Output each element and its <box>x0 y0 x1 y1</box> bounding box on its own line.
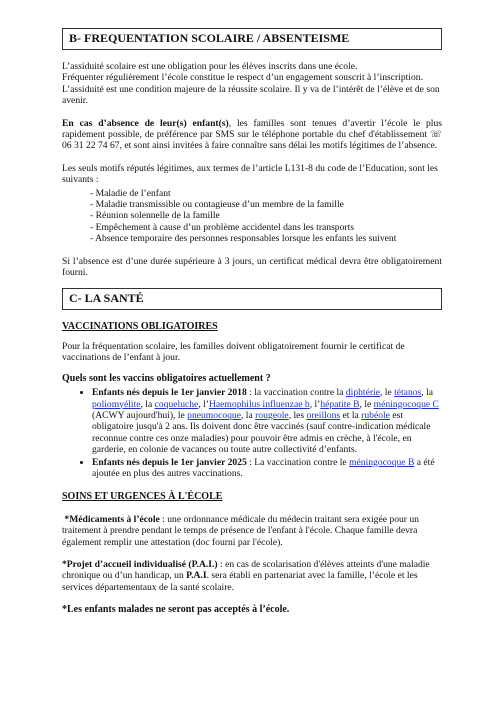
pai-text-2: . sera établi en partenariat avec la famille, l’école et les services départementaux de la santé scolaire. <box>62 570 418 593</box>
text-span: , l’ <box>309 398 321 410</box>
motifs-intro: Les seuls motifs réputés légitimes, aux termes de l’article L131-8 du code de l’Education, sont les suivants : <box>62 162 438 186</box>
section-c-title: C- LA SANTÉ <box>62 288 442 310</box>
pai-lead: *Projet d’accueil individualisé (P.A.I.) <box>62 559 218 570</box>
list-item: - Réunion solennelle de la famille <box>90 210 220 222</box>
vaccines-question: Quels sont les vaccins obligatoires actuellement ? <box>62 372 271 384</box>
pai-paragraph <box>62 559 442 593</box>
link-rougeole[interactable]: rougeole <box>255 409 289 421</box>
link-oreillons[interactable]: oreillons <box>306 409 341 421</box>
text-span: , le <box>359 398 374 410</box>
text-span: : la vaccination contre la <box>246 387 346 399</box>
vaccines-2018-lead: Enfants nés depuis le 1er janvier 2018 <box>92 387 247 399</box>
link-rubeole[interactable]: rubéole <box>361 409 390 421</box>
pai-text-1: : en cas de scolarisation d'élèves atteints d'une maladie chronique ou d’un handicap, un <box>62 559 430 582</box>
link-meningocoque-c[interactable]: méningocoque C <box>373 398 439 410</box>
link-pneumocoque[interactable]: pneumocoque <box>187 409 241 421</box>
text-span: (ACWY aujourd'hui), le <box>92 409 188 421</box>
vaccinations-heading: VACCINATIONS OBLIGATOIRES <box>62 320 218 332</box>
vaccinations-intro: Pour la fréquentation scolaire, les familles doivent obligatoirement fournir le certificat de vaccinations de l’enfant à jour. <box>62 340 405 364</box>
text-span: , la <box>421 387 434 399</box>
link-haemophilus[interactable]: Haemophilus influenzae b <box>208 398 310 410</box>
certificat-paragraph: Si l’absence est d’une durée supérieure à 3 jours, un certificat médical devra être obligatoirement fourni. <box>62 255 442 279</box>
section-b-title: B- FREQUENTATION SCOLAIRE / ABSENTEISME <box>62 28 442 50</box>
malades-notice: *Les enfants malades ne seront pas acceptés à l’école. <box>62 604 290 616</box>
list-item: - Maladie de l’enfant <box>90 187 171 199</box>
link-meningocoque-b[interactable]: méningocoque B <box>349 456 415 468</box>
vaccines-list <box>62 387 442 479</box>
intro-line-2: Fréquenter régulièrement l’école constitue le respect d’un engagement souscrit à l’inscription. <box>62 72 423 84</box>
soins-heading: SOINS ET URGENCES À L'ÉCOLE <box>62 491 223 503</box>
list-item: - Maladie transmissible ou contagieuse d’un membre de la famille <box>90 199 344 211</box>
list-item: - Absence temporaire des personnes responsables lorsque les enfants les suivent <box>90 233 397 245</box>
link-tetanos[interactable]: tétanos <box>394 387 422 399</box>
text-span: : La vaccination contre le <box>246 456 350 468</box>
text-span: et la <box>340 409 362 421</box>
text-span: , les <box>288 409 307 421</box>
document-page <box>62 28 442 616</box>
link-poliomyelite[interactable]: poliomyélite <box>92 398 141 410</box>
vaccines-2025-item <box>92 457 442 480</box>
text-span: est obligatoire jusqu'à 2 ans. Ils doivent donc être vaccinés (sauf contre-indication médicale reconnue contre ces onze maladies) pour pouvoir être admis en crèche, à l'école, en garderie, en colonie de vacances ou toute autre collectivité d’enfants. <box>92 409 431 456</box>
pai-bold: P.A.I <box>186 570 207 582</box>
text-span: , la <box>240 409 256 421</box>
medicaments-paragraph <box>62 514 442 548</box>
medicaments-lead: *Médicaments à l’école <box>64 513 160 525</box>
absence-paragraph <box>62 118 442 152</box>
link-diphterie[interactable]: diphtérie <box>345 387 380 399</box>
motifs-list <box>90 188 442 245</box>
absence-lead: En cas d’absence de leur(s) enfant(s) <box>62 117 229 129</box>
text-span: , l’ <box>198 398 209 410</box>
list-item: - Empêchement à cause d’un problème accidentel dans les transports <box>90 221 354 233</box>
intro-line-1: L’assiduité scolaire est une obligation pour les élèves inscrits dans une école. <box>62 61 358 72</box>
link-hepatite-b[interactable]: hépatite B <box>320 398 360 410</box>
vaccines-2018-item <box>92 387 442 455</box>
text-span: , la <box>140 398 155 410</box>
vaccines-2025-lead: Enfants nés depuis le 1er janvier 2025 <box>92 456 247 468</box>
text-span: , le <box>379 387 395 399</box>
absence-text: , les familles sont tenues d’avertir l’école le plus rapidement possible, de préférence par SMS sur le téléphone portable du chef d'établissement ☏ 06 31 22 74 67, et sont ainsi invitées à faire connaître sans délai les motifs légitimes de l’absence. <box>62 117 442 152</box>
text-span: a été ajoutée en plus des autres vaccinations. <box>92 456 435 479</box>
intro-line-3: L’assiduité est une condition majeure de la réussite scolaire. Il y va de l’intérêt de l’élève et de son avenir. <box>62 83 440 107</box>
link-coqueluche[interactable]: coqueluche <box>154 398 199 410</box>
medicaments-text: : une ordonnance médicale du médecin traitant sera exigée pour un traitement à prendre pendant le temps de présence de l'enfant à l'école. Chaque famille devra également remplir une attestation (doc fourni par l'école). <box>62 513 419 548</box>
